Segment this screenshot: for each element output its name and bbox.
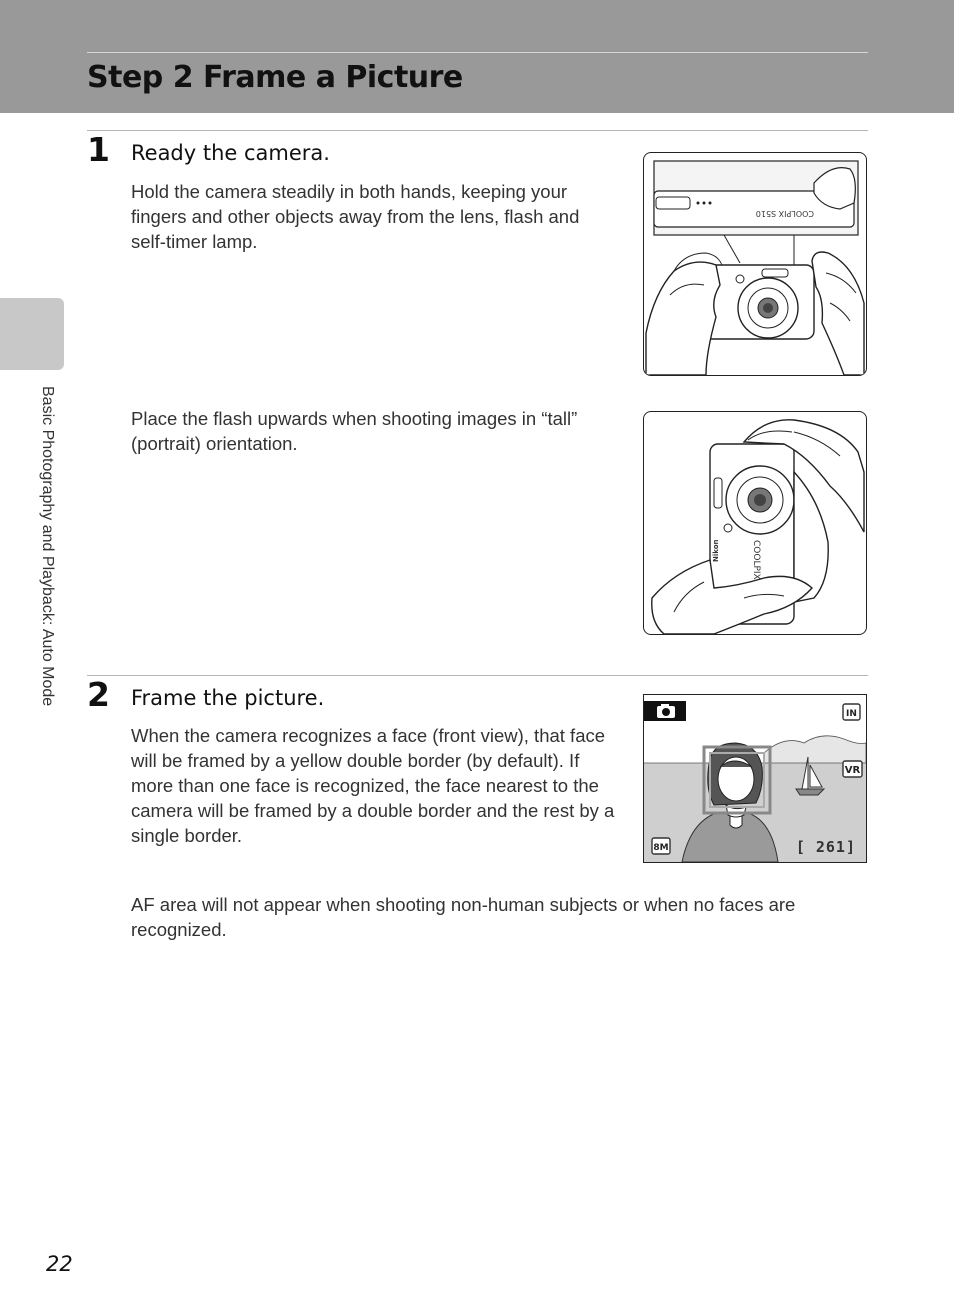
- portrait-model-text: COOLPIX: [751, 540, 761, 580]
- page-title: Step 2 Frame a Picture: [87, 60, 463, 95]
- header-rule: [87, 52, 868, 53]
- monitor-illustration: [643, 694, 867, 863]
- step-2-paragraph-2: AF area will not appear when shooting non-human subjects or when no faces are recognized.: [131, 894, 796, 940]
- step-2-rule: [87, 675, 868, 676]
- step-1-number: 1: [87, 130, 110, 169]
- shots-remaining: [ 261]: [795, 838, 856, 856]
- step-2-number: 2: [87, 675, 110, 714]
- section-label: Basic Photography and Playback: Auto Mode: [39, 386, 56, 707]
- header-band: [0, 0, 954, 113]
- step-1-rule: [87, 130, 868, 131]
- step-1-paragraph-1: Hold the camera steadily in both hands, keeping your fingers and other objects away from the lens, flash and self-timer lamp.: [131, 181, 580, 252]
- vr-badge-text: VR: [844, 765, 861, 776]
- landscape-hold-illustration: [643, 152, 867, 376]
- image-mode-text: 8M: [653, 843, 669, 853]
- step-1-paragraph-2: Place the flash upwards when shooting images in “tall” (portrait) orientation.: [131, 408, 578, 454]
- step-1-title: Ready the camera.: [131, 141, 330, 165]
- step-2-title: Frame the picture.: [131, 686, 325, 710]
- camera-model-text: COOLPIX S510: [755, 209, 814, 218]
- step-2-paragraph-1: When the camera recognizes a face (front view), that face will be framed by a yellow double border (by default). If more than one face is recognized, the face nearest to the camera will be framed by a double border and the rest by a single border.: [131, 725, 615, 846]
- brand-text: Nikon: [712, 539, 720, 562]
- portrait-hold-illustration: [643, 411, 867, 635]
- memory-badge-text: IN: [846, 709, 857, 719]
- section-tab: [0, 298, 64, 370]
- page-number: 22: [46, 1252, 73, 1276]
